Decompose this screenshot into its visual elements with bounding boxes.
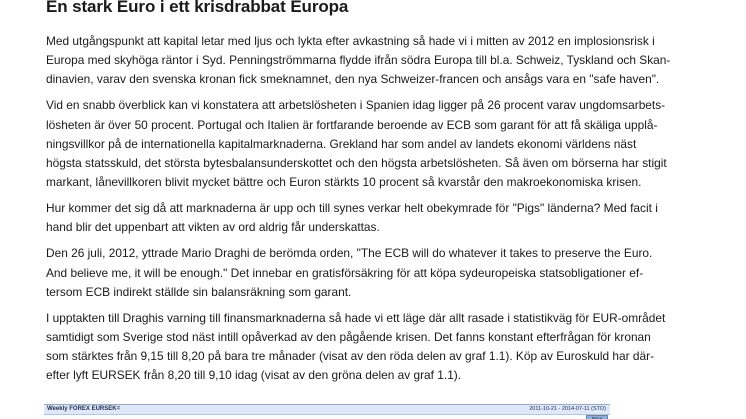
paragraph-safe-haven: [46, 32, 714, 90]
text-line: Hur kommer det sig då att marknaderna är upp och till synes verkar helt obekymrade för "Pigs" länderna? Med facit i: [46, 201, 658, 216]
text-line: And believe me, it will be enough." Det innebar en gratisförsäkring för att köpa sydeuropeiska statsobligationer ef-: [46, 265, 644, 280]
text-line: högsta statsskuld, det största bytesbalansunderskottet och den högsta arbetslösheten. Så även om börserna har stigit: [46, 156, 667, 171]
text-line: tersom ECB indirekt ställde sin balansräkning som garant.: [46, 284, 352, 299]
chart-header: [44, 405, 610, 415]
text-line: markant, lånevillkoren blivit mycket bättre och Euron stärkts 10 procent så kvarstår den makroekonomiska krisen.: [46, 175, 642, 190]
text-line: Vid en snabb överblick kan vi konstatera att arbetslösheten i Spanien idag ligger på 26 procent varav ungdomsarbets-: [46, 98, 666, 113]
text-line: dinavien, varav den svenska kronan fick smeknamnet, den nya Schweizer-francen och ansågs vara en "safe haven".: [46, 72, 660, 87]
paragraph-draghi-quote: [46, 244, 714, 302]
text-line: ningsvillkor på de internationella kapitalmarknaderna. Grekland har som andel av landets ekonomi världens näst: [46, 136, 637, 151]
embedded-chart: [44, 404, 610, 419]
chart-price-badge: Price: [586, 415, 608, 419]
chart-date-range: 2011-10-21 - 2014-07-11 (STO): [529, 406, 606, 412]
article-heading: En stark Euro i ett krisdrabbat Europa: [46, 0, 349, 16]
article-body: [46, 32, 714, 392]
paragraph-eursek: [46, 309, 714, 386]
text-line: hand blir det uppenbart att vikten av ord aldrig får underskattas.: [46, 220, 380, 235]
text-line: samtidigt som Sverige stod näst intill opåverkad av den pågående krisen. Det fanns konstant efterfrågan för kronan: [46, 330, 651, 345]
text-line: som stärktes från 9,15 till 8,20 på bara tre månader (visat av den röda delen av graf 1.1). Köp av Euroskuld har där-: [46, 349, 655, 364]
text-line: Med utgångspunkt att kapital letar med ljus och lykta efter avkastning så hade vi i mitten av 2012 en implosionsrisk i: [46, 34, 655, 48]
text-line: Europa med skyhöga räntor i Syd. Penningströmmarna flydde ifrån södra Europa till bl.a. Schweiz, Tyskland och Skan-: [46, 53, 671, 68]
text-line: lösheten är över 50 procent. Portugal och Italien är fortfarande beroende av ECB som garant för att få skäliga upplå-: [46, 117, 658, 132]
paragraph-unemployment: [46, 96, 714, 192]
text-line: Den 26 juli, 2012, yttrade Mario Draghi de berömda orden, "The ECB will do whatever it takes to preserve the Euro.: [46, 246, 653, 261]
text-line: I upptakten till Draghis varning till finansmarknaderna så hade vi ett läge där allt rasade i statistikväg för EUR-området: [46, 310, 666, 325]
chart-title: Weekly FOREX EURSEK=: [47, 406, 121, 412]
paragraph-pigs: [46, 199, 714, 237]
text-line: efter lyft EURSEK från 8,20 till 9,10 idag (visat av den gröna delen av graf 1.1).: [46, 368, 462, 383]
